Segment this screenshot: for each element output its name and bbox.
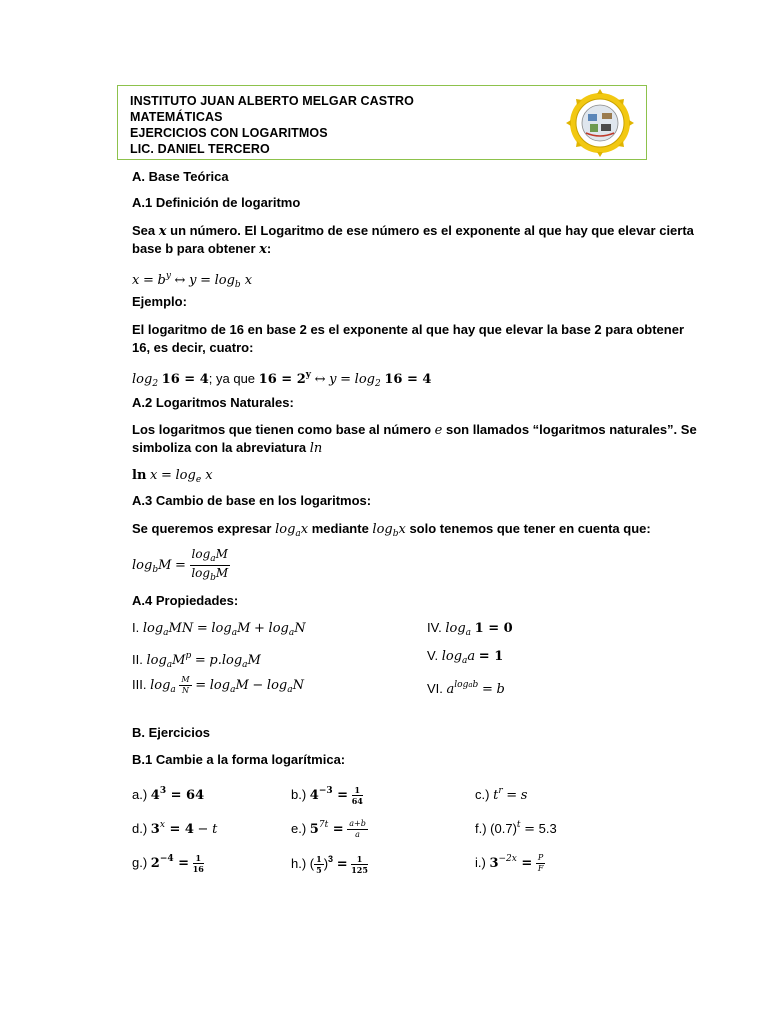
a2-text-line2: simboliza con la abreviatura ln [132, 440, 323, 456]
exercise-i: i.) $3^{-2x}$ = $\frac{P}{F}$ [475, 853, 544, 874]
a2-text-line1: Los logaritmos que tienen como base al número e son llamados “logaritmos naturales”. Se [132, 422, 697, 438]
a1-title: A.1 Definición de logaritmo [132, 195, 301, 210]
a1-definition-line2: base b para obtener x: [132, 241, 272, 257]
school-seal-logo [560, 89, 640, 157]
a3-text: Se queremos expresar $\log_ax$ mediante $\log_bx$ solo tenemos que tener en cuenta que: [132, 521, 651, 539]
exercise-f: f.) $(0.7)^t = 5.3$ [475, 820, 557, 837]
exercise-e: e.) $5^{7t}$ = $\frac{a+b}{a}$ [291, 819, 366, 840]
change-of-base-formula: $\log_bM$ = $\frac{\log_aM}{\log_bM}$ [132, 547, 229, 583]
exercise-c: c.) $t^r = s$ [475, 786, 528, 803]
example-formula: $\log_2 16 = 4$; ya que $16 = 2^y$ ↔ $y = \log_2 16 = 4$ [132, 370, 432, 389]
example-text-line2: 16, es decir, cuatro: [132, 340, 254, 355]
b1-title: B.1 Cambie a la forma logarítmica: [132, 752, 346, 767]
example-text-line1: El logaritmo de 16 en base 2 es el exponente al que hay que elevar la base 2 para obtener [132, 322, 684, 337]
section-a-title: A. Base Teórica [132, 169, 229, 184]
ln-formula: $\ln x = \log_e x$ [132, 468, 213, 485]
teacher-name: LIC. DANIEL TERCERO [130, 142, 270, 156]
exercise-b: b.) $4^{-3}$ = $\frac{1}{64}$ [291, 785, 363, 807]
header-box [117, 85, 647, 160]
exercise-h: h.) ( $\frac{1}{5}$ )$^3$ = $\frac{1}{125}$ [291, 854, 368, 876]
exercise-g: g.) $2^{-4}$ = $\frac{1}{16}$ [132, 853, 204, 875]
property-6: VI. $a^{logab} = b$ [427, 680, 505, 697]
a2-title: A.2 Logaritmos Naturales: [132, 395, 294, 410]
definition-formula: $x = b^y$ ↔ $y = \log_b x$ [132, 271, 253, 290]
example-label: Ejemplo: [132, 294, 187, 309]
subject: MATEMÁTICAS [130, 110, 223, 124]
worksheet-title: EJERCICIOS CON LOGARITMOS [130, 126, 328, 140]
section-b-title: B. Ejercicios [132, 725, 211, 740]
institute-name: INSTITUTO JUAN ALBERTO MELGAR CASTRO [130, 94, 414, 108]
a1-definition-line1: Sea x un número. El Logaritmo de ese número es el exponente al que hay que elevar cierta [132, 223, 694, 239]
a4-title: A.4 Propiedades: [132, 593, 239, 608]
exercise-d: d.) $3^x = 4 - t$ [132, 820, 218, 837]
property-4: IV. $\log_a 1 = 0$ [427, 620, 513, 638]
property-2: II. $\log_aM^p = p.\log_aM$ [132, 651, 261, 670]
exercise-a: a.) $4^3 = 64$ [132, 786, 205, 803]
property-3: III. $\log_a$ $\frac{M}{N}$ = $\log_aM - \log_aN$ [132, 675, 304, 696]
property-1: I. $\log_aMN = \log_aM + \log_aN$ [132, 620, 306, 638]
a3-title: A.3 Cambio de base en los logaritmos: [132, 493, 372, 508]
property-5: V. $\log_aa = 1$ [427, 648, 504, 666]
